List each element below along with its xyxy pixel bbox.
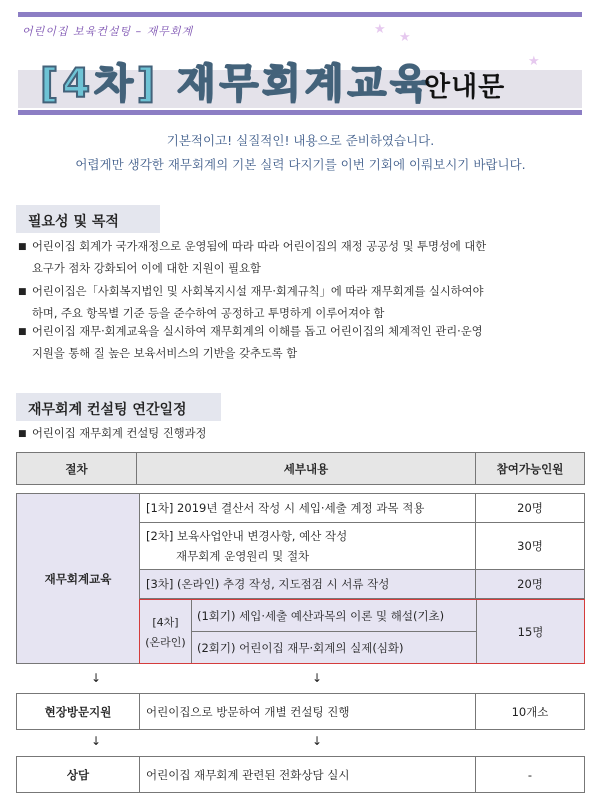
flow-arrow: ↓: [91, 671, 102, 685]
column-header: 참여가능인원: [475, 452, 585, 485]
consult-count: -: [475, 756, 585, 793]
flow-arrow: ↓: [312, 671, 323, 685]
title-underline-bar: [18, 110, 582, 115]
table-row-count: 30명: [475, 522, 585, 570]
procedure-consult: 상담: [16, 756, 140, 793]
table-row-content: [3차] (온라인) 추경 작성, 지도점검 시 서류 작성: [139, 569, 476, 599]
consult-content: 어린이집 재무회계 관련된 전화상담 실시: [139, 756, 476, 793]
visit-count: 10개소: [475, 693, 585, 730]
star-icon: ★: [399, 30, 411, 45]
table-row-count: 20명: [475, 493, 585, 523]
column-header: 세부내용: [136, 452, 476, 485]
table-row-content: [2차] 보육사업안내 변경사항, 예산 작성 재무회계 운영원리 및 절차: [139, 522, 476, 570]
intro-line: 기본적이고! 실질적인! 내용으로 준비하였습니다.: [166, 133, 435, 148]
table-row-count: 20명: [475, 569, 585, 599]
schedule-note: ■ 어린이집 재무회계 컨설팅 진행과정: [18, 427, 207, 440]
table-row-count: 15명: [476, 600, 584, 663]
section-heading-purpose: 필요성 및 목적: [16, 205, 160, 233]
session-1: (1회기) 세입·세출 예산과목의 이론 및 해설(기초): [191, 600, 476, 632]
table-row-content: [1차] 2019년 결산서 작성 시 세입·세출 계정 과목 적용: [139, 493, 476, 523]
intro-line: 어렵게만 생각한 재무회계의 기본 실력 다지기를 이번 기회에 이뤄보시기 바랍니다.: [75, 157, 526, 172]
star-icon: ★: [374, 22, 386, 37]
procedure-visit: 현장방문지원: [16, 693, 140, 730]
flow-arrow: ↓: [91, 734, 102, 748]
column-header: 절차: [16, 452, 137, 485]
procedure-education: 재무회계교육: [16, 493, 140, 664]
section-heading-schedule: 재무회계 컨설팅 연간일정: [16, 393, 221, 421]
session-4-label: [4차] (온라인): [140, 600, 192, 663]
visit-content: 어린이집으로 방문하여 개별 컨설팅 진행: [139, 693, 476, 730]
bullet-item: ■ 어린이집 재무·회계교육을 실시하여 재무회계의 이해를 돕고 어린이집의 체계적인 관리·운영 지원을 통해 질 높은 보육서비스의 기반을 갖추도록 함: [18, 325, 483, 360]
top-bar: [18, 12, 582, 17]
session-2: (2회기) 어린이집 재무·회계의 실제(심화): [197, 640, 404, 655]
bullet-item: ■ 어린이집은「사회복지법인 및 사회복지시설 재무·회계규칙」에 따라 재무회계를 실시하여야 하며, 주요 항목별 기준 등을 준수하여 공정하고 투명하게 이루어져야 함: [18, 285, 484, 320]
page-title: [4차] 재무회계교육: [40, 61, 433, 107]
bullet-item: ■ 어린이집 회계가 국가재정으로 운영됨에 따라 따라 어린이집의 재정 공공성 및 투명성에 대한 요구가 점차 강화되어 이에 대한 지원이 필요함: [18, 240, 487, 275]
flow-arrow: ↓: [312, 734, 323, 748]
page-title-suffix: 안내문: [424, 72, 506, 103]
header-subtitle: 어린이집 보육컨설팅 – 재무회계: [22, 25, 194, 38]
star-icon: ★: [528, 54, 540, 69]
